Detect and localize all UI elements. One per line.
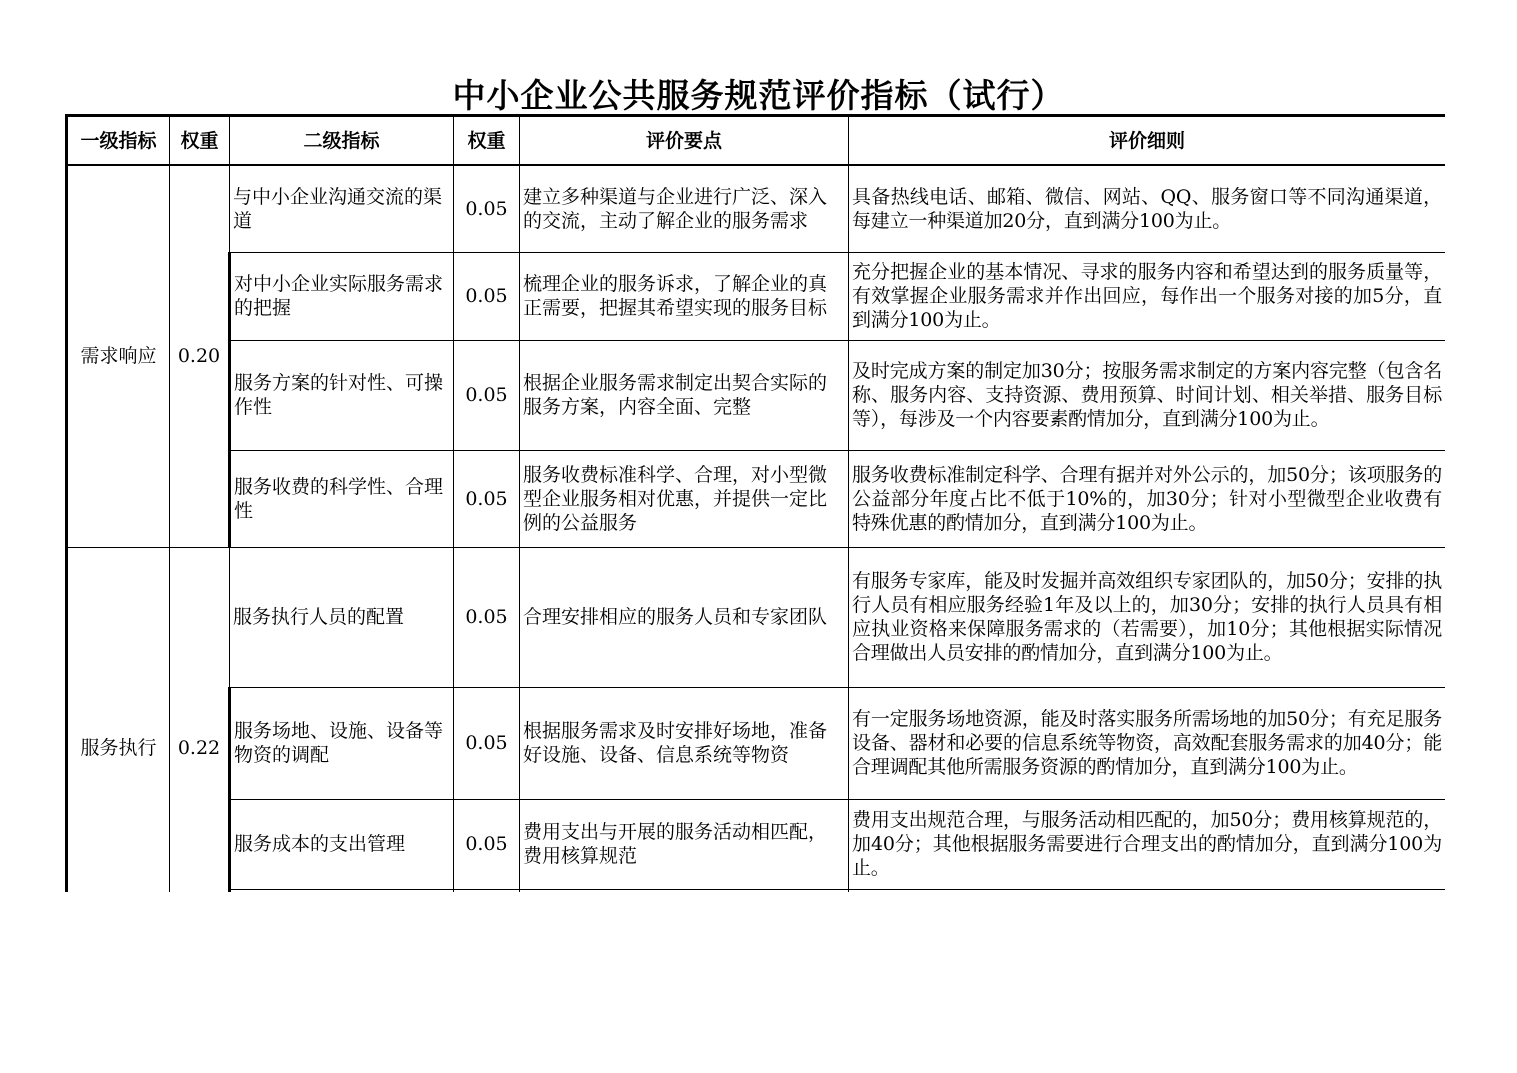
secondary-indicator: 服务场地、设施、设备等物资的调配 — [230, 687, 454, 799]
evaluation-table — [65, 114, 1445, 892]
secondary-indicator: 服务方案的针对性、可操作性 — [230, 340, 454, 450]
secondary-weight: 0.05 — [454, 165, 520, 252]
secondary-indicator: 对中小企业实际服务需求的把握 — [230, 252, 454, 340]
table-row — [67, 687, 1446, 799]
evaluation-point: 根据服务需求及时安排好场地，准备好设施、设备、信息系统等物资 — [520, 687, 849, 799]
table-row — [67, 165, 1446, 252]
header-primary-indicator: 一级指标 — [67, 116, 170, 166]
secondary-weight: 0.05 — [454, 252, 520, 340]
secondary-weight — [454, 889, 520, 892]
secondary-indicator: 服务成本的支出管理 — [230, 799, 454, 889]
header-evaluation-points: 评价要点 — [520, 116, 849, 166]
evaluation-point: 梳理企业的服务诉求，了解企业的真正需要，把握其希望实现的服务目标 — [520, 252, 849, 340]
table-row — [67, 340, 1446, 450]
evaluation-rule: 有服务专家库，能及时发掘并高效组织专家团队的，加50分；安排的执行人员有相应服务经验1年及以上的，加30分；安排的执行人员具有相应执业资格来保障服务需求的（若需要），加10分；其他根据实际情况合理做出人员安排的酌情加分，直到满分100为止。 — [849, 547, 1446, 687]
secondary-indicator — [230, 889, 454, 892]
header-secondary-weight: 权重 — [454, 116, 520, 166]
secondary-indicator: 服务收费的科学性、合理性 — [230, 450, 454, 547]
evaluation-point: 建立多种渠道与企业进行广泛、深入的交流，主动了解企业的服务需求 — [520, 165, 849, 252]
header-row — [67, 116, 1446, 166]
header-evaluation-rules: 评价细则 — [849, 116, 1446, 166]
group-weight: 0.20 — [170, 165, 230, 547]
evaluation-rule: 具备热线电话、邮箱、微信、网站、QQ、服务窗口等不同沟通渠道，每建立一种渠道加20分，直到满分100为止。 — [849, 165, 1446, 252]
evaluation-rule — [849, 889, 1446, 892]
evaluation-point: 合理安排相应的服务人员和专家团队 — [520, 547, 849, 687]
group-name: 服务执行 — [67, 547, 170, 892]
group-weight: 0.22 — [170, 547, 230, 892]
secondary-weight: 0.05 — [454, 340, 520, 450]
secondary-weight: 0.05 — [454, 547, 520, 687]
evaluation-point — [520, 889, 849, 892]
header-primary-weight: 权重 — [170, 116, 230, 166]
secondary-indicator: 服务执行人员的配置 — [230, 547, 454, 687]
page-title: 中小企业公共服务规范评价指标（试行） — [452, 76, 1065, 115]
evaluation-point: 费用支出与开展的服务活动相匹配，费用核算规范 — [520, 799, 849, 889]
evaluation-point: 服务收费标准科学、合理，对小型微型企业服务相对优惠，并提供一定比例的公益服务 — [520, 450, 849, 547]
evaluation-table-wrapper — [65, 114, 1445, 892]
evaluation-rule: 充分把握企业的基本情况、寻求的服务内容和希望达到的服务质量等，有效掌握企业服务需求并作出回应，每作出一个服务对接的加5分，直到满分100为止。 — [849, 252, 1446, 340]
table-row — [67, 889, 1446, 892]
evaluation-rule: 服务收费标准制定科学、合理有据并对外公示的，加50分；该项服务的公益部分年度占比不低于10%的，加30分；针对小型微型企业收费有特殊优惠的酌情加分，直到满分100为止。 — [849, 450, 1446, 547]
evaluation-rule: 有一定服务场地资源，能及时落实服务所需场地的加50分；有充足服务设备、器材和必要的信息系统等物资，高效配套服务需求的加40分；能合理调配其他所需服务资源的酌情加分，直到满分100为止。 — [849, 687, 1446, 799]
secondary-weight: 0.05 — [454, 687, 520, 799]
header-secondary-indicator: 二级指标 — [230, 116, 454, 166]
secondary-weight: 0.05 — [454, 450, 520, 547]
secondary-indicator: 与中小企业沟通交流的渠道 — [230, 165, 454, 252]
table-row — [67, 799, 1446, 889]
secondary-weight: 0.05 — [454, 799, 520, 889]
evaluation-point: 根据企业服务需求制定出契合实际的服务方案，内容全面、完整 — [520, 340, 849, 450]
group-name: 需求响应 — [67, 165, 170, 547]
table-row — [67, 450, 1446, 547]
table-row — [67, 547, 1446, 687]
evaluation-rule: 及时完成方案的制定加30分；按服务需求制定的方案内容完整（包含名称、服务内容、支持资源、费用预算、时间计划、相关举措、服务目标等），每涉及一个内容要素酌情加分，直到满分100为止。 — [849, 340, 1446, 450]
evaluation-rule: 费用支出规范合理，与服务活动相匹配的，加50分；费用核算规范的，加40分；其他根据服务需要进行合理支出的酌情加分，直到满分100为止。 — [849, 799, 1446, 889]
table-row — [67, 252, 1446, 340]
